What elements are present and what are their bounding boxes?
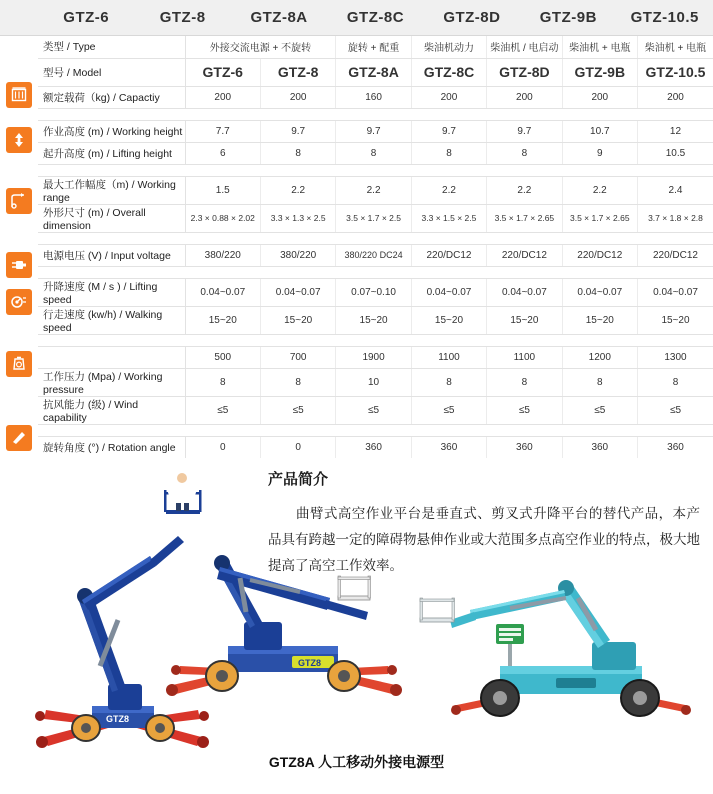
cell-ls-2: 0.07~0.10 (336, 278, 411, 306)
cell-capacity-0: 200 (185, 86, 260, 108)
cell-type-5: 柴油机 + 电瓶 (562, 36, 637, 58)
cell-wh-3: 9.7 (411, 120, 486, 142)
model-header-bar (0, 0, 713, 36)
cell-ra-2: 360 (336, 436, 411, 458)
cell-type-0: 外接交流电源 + 不旋转 (185, 36, 336, 58)
cell-ws-4: 15~20 (487, 306, 562, 334)
header-model-4: GTZ-8D (443, 9, 501, 26)
table-spacer-row (38, 266, 713, 278)
cell-wh-0: 7.7 (185, 120, 260, 142)
cell-capacity-3: 200 (411, 86, 486, 108)
table-spacer-row (38, 424, 713, 436)
cell-wh-5: 10.7 (562, 120, 637, 142)
table-row-type (38, 36, 713, 58)
cell-wt-2: 1900 (336, 346, 411, 368)
table-spacer-row (38, 164, 713, 176)
cell-model-6: GTZ-10.5 (637, 58, 713, 86)
cell-iv-6: 220/DC12 (637, 244, 713, 266)
cell-wc-1: ≤5 (260, 396, 335, 424)
cell-lh-5: 9 (562, 142, 637, 164)
cell-iv-2: 380/220 DC24 (336, 244, 411, 266)
cell-type-3: 柴油机动力 (411, 36, 486, 58)
svg-text:GTZ8: GTZ8 (106, 714, 130, 724)
cell-lh-3: 8 (411, 142, 486, 164)
table-row-walking-speed (38, 306, 713, 334)
cell-ws-1: 15~20 (260, 306, 335, 334)
product-intro (268, 468, 700, 579)
cell-wr-2: 2.2 (336, 176, 411, 204)
cell-ra-0: 0 (185, 436, 260, 458)
cell-ws-0: 15~20 (185, 306, 260, 334)
cell-wt-5: 1200 (562, 346, 637, 368)
table-row-input-voltage (38, 244, 713, 266)
cell-wt-0: 500 (185, 346, 260, 368)
row-label-overall-dimension: 外形尺寸 (m) / Overall dimension (38, 204, 185, 232)
table-spacer-row (38, 334, 713, 346)
cell-wc-2: ≤5 (336, 396, 411, 424)
cell-model-3: GTZ-8C (411, 58, 486, 86)
cell-ws-3: 15~20 (411, 306, 486, 334)
table-row-wind-capability (38, 396, 713, 424)
cell-ra-4: 360 (487, 436, 562, 458)
cell-wr-1: 2.2 (260, 176, 335, 204)
cell-ls-5: 0.04~0.07 (562, 278, 637, 306)
row-label-input-voltage: 电源电压 (V) / Input voltage (38, 244, 185, 266)
header-model-6: GTZ-10.5 (630, 9, 699, 26)
photo-caption: GTZ8A 人工移动外接电源型 (268, 754, 445, 770)
spec-table-wrap (38, 36, 713, 458)
cell-wr-5: 2.2 (562, 176, 637, 204)
header-model-5: GTZ-9B (539, 9, 597, 26)
table-row-lifting-height (38, 142, 713, 164)
cell-ws-5: 15~20 (562, 306, 637, 334)
row-label-working-pressure: 工作压力 (Mpa) / Working pressure (38, 368, 185, 396)
product-intro-title: 产品简介 (268, 471, 329, 488)
cell-capacity-6: 200 (637, 86, 713, 108)
row-label-working-range: 最大工作幅度（m) / Working range (38, 176, 185, 204)
cell-model-4: GTZ-8D (487, 58, 562, 86)
cell-lh-1: 8 (260, 142, 335, 164)
up-down-arrow-icon (6, 127, 32, 153)
cell-ws-2: 15~20 (336, 306, 411, 334)
header-model-2: GTZ-8A (250, 9, 308, 26)
cell-wt-6: 1300 (637, 346, 713, 368)
spacer-cell (38, 164, 713, 176)
cell-capacity-5: 200 (562, 86, 637, 108)
pressure-gauge-icon (6, 351, 32, 377)
cell-ra-6: 360 (667, 441, 684, 453)
cell-wh-4: 9.7 (487, 120, 562, 142)
row-label-lifting-speed: 升降速度 (M / s ) / Lifting speed (38, 278, 185, 306)
cell-wr-4: 2.2 (487, 176, 562, 204)
cell-wp-4: 8 (487, 368, 562, 396)
cell-wr-3: 2.2 (411, 176, 486, 204)
cell-wr-6: 2.4 (637, 176, 713, 204)
cell-ws-6: 15~20 (637, 306, 713, 334)
cell-wp-6: 8 (637, 368, 713, 396)
cell-ls-3: 0.04~0.07 (411, 278, 486, 306)
cell-wt-1: 700 (260, 346, 335, 368)
working-range-icon (6, 188, 32, 214)
cell-od-6: 3.7 × 1.8 × 2.8 (637, 204, 713, 232)
cell-model-1: GTZ-8 (260, 58, 335, 86)
header-model-1: GTZ-8 (159, 9, 206, 26)
cell-od-2: 3.5 × 1.7 × 2.5 (336, 204, 411, 232)
cell-od-3: 3.3 × 1.5 × 2.5 (411, 204, 486, 232)
cell-capacity-4: 200 (487, 86, 562, 108)
cell-wh-1: 9.7 (260, 120, 335, 142)
spec-table (38, 36, 713, 458)
cell-lh-4: 8 (487, 142, 562, 164)
battery-icon (6, 82, 32, 108)
cell-iv-5: 220/DC12 (562, 244, 637, 266)
table-row-overall-dimension (38, 204, 713, 232)
cell-iv-1: 380/220 (260, 244, 335, 266)
cell-lh-6: 10.5 (637, 142, 713, 164)
row-label-walking-speed: 行走速度 (kw/h) / Walking speed (38, 306, 185, 334)
table-spacer-row (38, 232, 713, 244)
cell-ls-4: 0.04~0.07 (487, 278, 562, 306)
cell-lh-2: 8 (336, 142, 411, 164)
cell-wh-2: 9.7 (336, 120, 411, 142)
cell-wp-0: 8 (185, 368, 260, 396)
cell-wh-6: 12 (637, 120, 713, 142)
cell-ra-1: 0 (260, 436, 335, 458)
plug-icon (6, 252, 32, 278)
cell-iv-4: 220/DC12 (487, 244, 562, 266)
cell-iv-0: 380/220 (185, 244, 260, 266)
product-intro-body: 曲臂式高空作业平台是垂直式、剪叉式升降平台的替代产品，本产品具有跨越一定的障碍物悬伸作业或大范围多点高空作业的特点，极大地提高了高空工作效率。 (268, 506, 700, 573)
header-model-3: GTZ-8C (346, 9, 405, 26)
spacer-cell (38, 266, 713, 278)
cell-od-4: 3.5 × 1.7 × 2.65 (487, 204, 562, 232)
cell-wt-4: 1100 (487, 346, 562, 368)
row-label-rotation-angle: 旋转角度 (°) / Rotation angle (38, 436, 185, 458)
cell-wp-3: 8 (411, 368, 486, 396)
cell-ra-5: 360 (562, 436, 637, 458)
table-row-working-range (38, 176, 713, 204)
table-row-weight (38, 346, 713, 368)
cell-od-5: 3.5 × 1.7 × 2.65 (562, 204, 637, 232)
cell-model-5: GTZ-9B (562, 58, 637, 86)
spacer-cell (38, 424, 713, 436)
cell-od-0: 2.3 × 0.88 × 2.02 (185, 204, 260, 232)
cell-type-4: 柴油机 / 电启动 (487, 36, 562, 58)
cell-model-0: GTZ-6 (185, 58, 260, 86)
cell-od-1: 3.3 × 1.3 × 2.5 (260, 204, 335, 232)
cell-type-2: 旋转 + 配重 (336, 36, 411, 58)
cell-wp-2: 10 (336, 368, 411, 396)
svg-text:GTZ8: GTZ8 (298, 658, 322, 668)
spacer-cell (38, 334, 713, 346)
table-row-lifting-speed (38, 278, 713, 306)
cell-ra-3: 360 (411, 436, 486, 458)
row-label-wind-capability: 抗风能力 (级) / Wind capability (38, 396, 185, 424)
table-row-capacity (38, 86, 713, 108)
table-row-working-pressure (38, 368, 713, 396)
cell-lh-0: 6 (185, 142, 260, 164)
cell-wc-3: ≤5 (411, 396, 486, 424)
table-row-working-height (38, 120, 713, 142)
row-label-working-height: 作业高度 (m) / Working height (38, 120, 185, 142)
cell-model-2: GTZ-8A (336, 58, 411, 86)
cell-iv-3: 220/DC12 (411, 244, 486, 266)
cell-wc-5: ≤5 (562, 396, 637, 424)
cell-wr-0: 1.5 (185, 176, 260, 204)
table-spacer-row (38, 108, 713, 120)
cell-type-6: 柴油机 + 电瓶 (637, 36, 713, 58)
cell-ls-6: 0.04~0.07 (637, 278, 713, 306)
spacer-cell (38, 108, 713, 120)
cell-wc-6: ≤5 (637, 396, 713, 424)
rotation-icon (6, 425, 32, 451)
cell-wc-0: ≤5 (185, 396, 260, 424)
table-row-model (38, 58, 713, 86)
speed-gauge-icon (6, 289, 32, 315)
machine-gtz8a-left (35, 473, 209, 748)
row-label-lifting-height: 起升高度 (m) / Lifting height (38, 142, 185, 164)
row-label-type: 类型 / Type (38, 36, 185, 58)
table-row-rotation-angle (38, 436, 713, 458)
row-label-model: 型号 / Model (38, 58, 185, 86)
cell-wp-5: 8 (562, 368, 637, 396)
header-model-0: GTZ-6 (63, 9, 110, 26)
cell-capacity-1: 200 (260, 86, 335, 108)
cell-wt-3: 1100 (411, 346, 486, 368)
machine-gtz-right-teal (420, 580, 691, 716)
cell-wc-4: ≤5 (487, 396, 562, 424)
cell-wp-1: 8 (260, 368, 335, 396)
spacer-cell (38, 232, 713, 244)
row-label-capacity: 额定载荷（kg) / Capactiy (38, 86, 185, 108)
row-label-weight (38, 346, 185, 368)
spec-icon-column (0, 36, 38, 456)
cell-capacity-2: 160 (336, 86, 411, 108)
cell-ls-1: 0.04~0.07 (260, 278, 335, 306)
cell-ls-0: 0.04~0.07 (185, 278, 260, 306)
